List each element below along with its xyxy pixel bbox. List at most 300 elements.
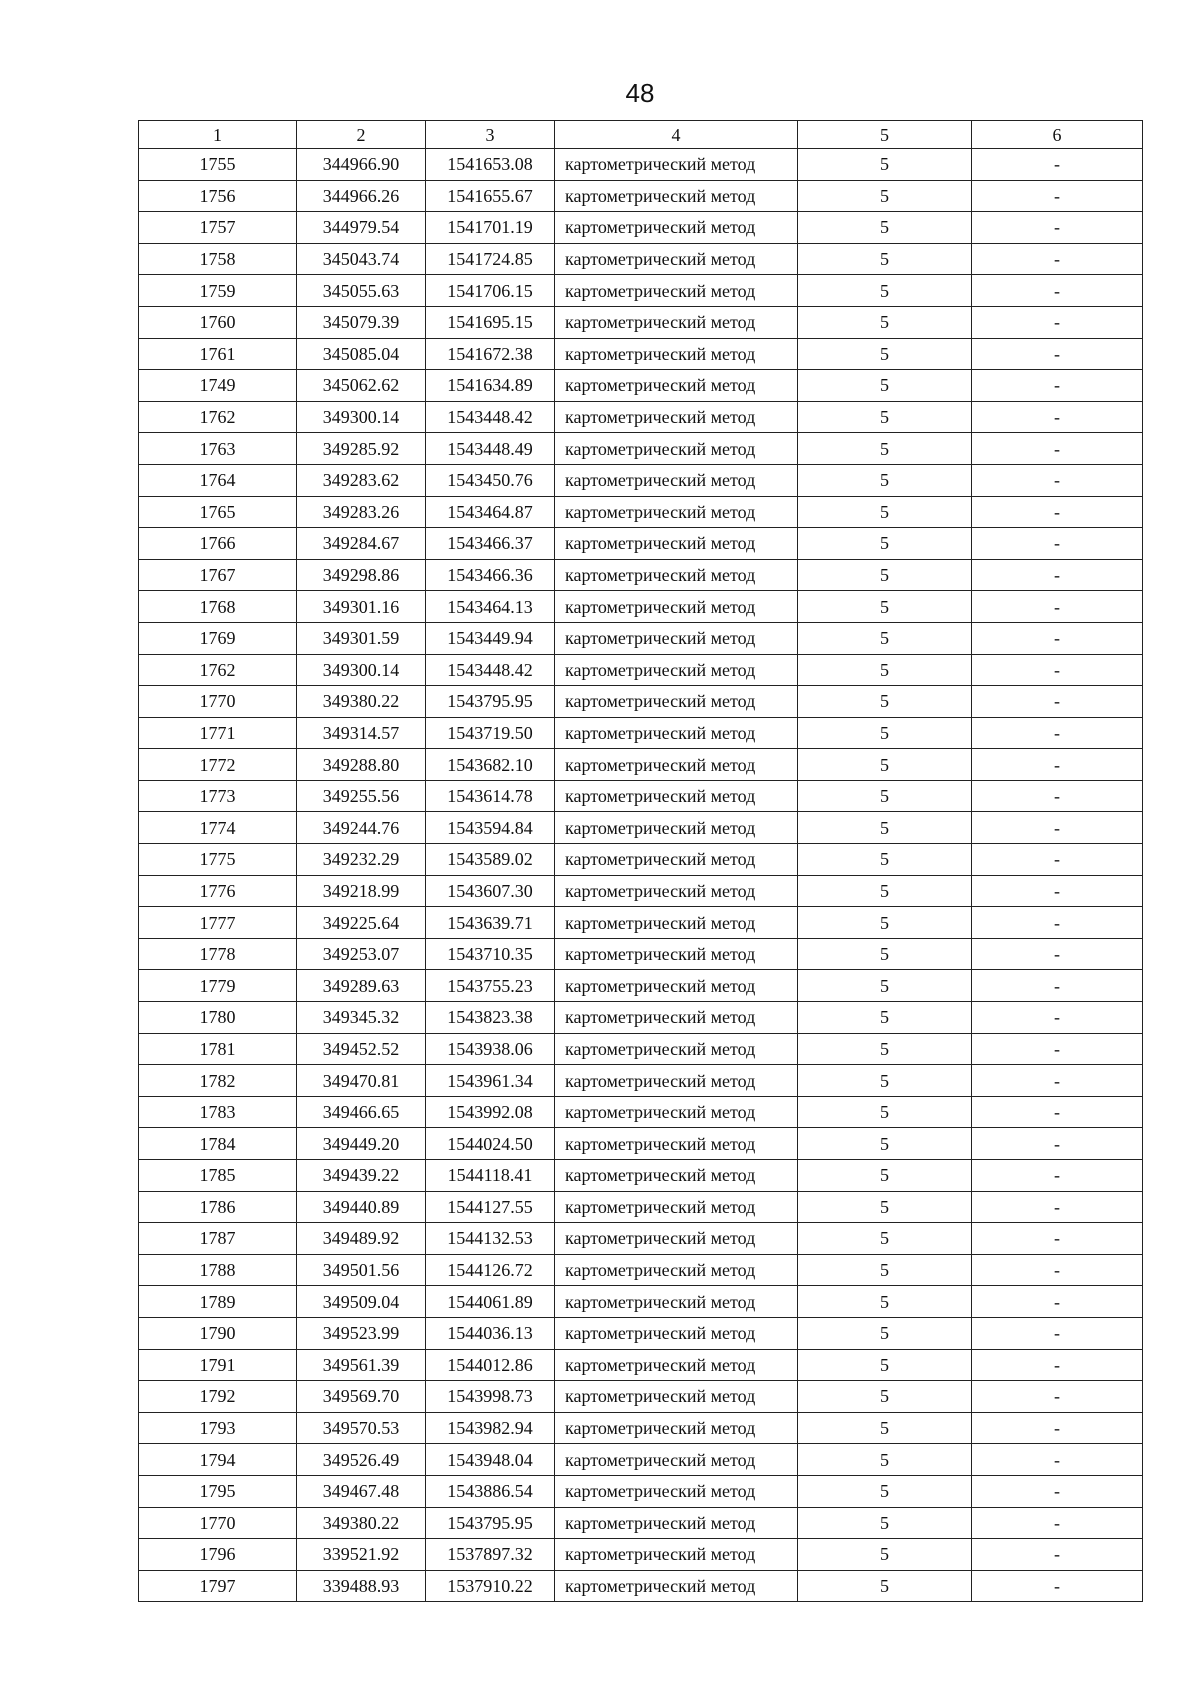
cell-method: картометрический метод: [555, 1128, 798, 1160]
cell-point-number: 1770: [139, 686, 297, 718]
cell-y-coordinate: 1544126.72: [426, 1254, 555, 1286]
cell-method: картометрический метод: [555, 1254, 798, 1286]
cell-point-number: 1771: [139, 717, 297, 749]
cell-x-coordinate: 339521.92: [297, 1539, 426, 1571]
cell-x-coordinate: 349561.39: [297, 1349, 426, 1381]
cell-y-coordinate: 1544036.13: [426, 1317, 555, 1349]
cell-point-number: 1792: [139, 1381, 297, 1413]
table-row: [139, 622, 1143, 654]
cell-note: -: [972, 1539, 1143, 1571]
cell-y-coordinate: 1543466.37: [426, 528, 555, 560]
cell-method: картометрический метод: [555, 970, 798, 1002]
cell-note: -: [972, 1507, 1143, 1539]
cell-y-coordinate: 1543449.94: [426, 622, 555, 654]
cell-y-coordinate: 1541655.67: [426, 180, 555, 212]
cell-accuracy: 5: [798, 1065, 972, 1097]
cell-y-coordinate: 1543755.23: [426, 970, 555, 1002]
cell-y-coordinate: 1541701.19: [426, 212, 555, 244]
cell-method: картометрический метод: [555, 780, 798, 812]
cell-note: -: [972, 1223, 1143, 1255]
cell-method: картометрический метод: [555, 1002, 798, 1034]
cell-y-coordinate: 1543795.95: [426, 1507, 555, 1539]
cell-point-number: 1789: [139, 1286, 297, 1318]
cell-y-coordinate: 1541724.85: [426, 243, 555, 275]
cell-note: -: [972, 1096, 1143, 1128]
cell-method: картометрический метод: [555, 1286, 798, 1318]
header-row: [139, 121, 1143, 149]
cell-accuracy: 5: [798, 1381, 972, 1413]
cell-note: -: [972, 1254, 1143, 1286]
table-row: [139, 1223, 1143, 1255]
cell-x-coordinate: 349466.65: [297, 1096, 426, 1128]
cell-note: -: [972, 686, 1143, 718]
cell-point-number: 1782: [139, 1065, 297, 1097]
cell-point-number: 1765: [139, 496, 297, 528]
cell-point-number: 1761: [139, 338, 297, 370]
cell-method: картометрический метод: [555, 875, 798, 907]
cell-method: картометрический метод: [555, 306, 798, 338]
table-row: [139, 1033, 1143, 1065]
cell-y-coordinate: 1543982.94: [426, 1412, 555, 1444]
cell-note: -: [972, 401, 1143, 433]
cell-point-number: 1756: [139, 180, 297, 212]
cell-point-number: 1767: [139, 559, 297, 591]
cell-accuracy: 5: [798, 1317, 972, 1349]
cell-note: -: [972, 907, 1143, 939]
cell-accuracy: 5: [798, 1191, 972, 1223]
cell-point-number: 1758: [139, 243, 297, 275]
cell-accuracy: 5: [798, 1033, 972, 1065]
table-row: [139, 970, 1143, 1002]
cell-note: -: [972, 812, 1143, 844]
cell-x-coordinate: 349283.26: [297, 496, 426, 528]
cell-x-coordinate: 349284.67: [297, 528, 426, 560]
cell-method: картометрический метод: [555, 844, 798, 876]
cell-y-coordinate: 1543464.87: [426, 496, 555, 528]
cell-x-coordinate: 349489.92: [297, 1223, 426, 1255]
cell-x-coordinate: 344966.90: [297, 149, 426, 181]
cell-accuracy: 5: [798, 306, 972, 338]
cell-accuracy: 5: [798, 1286, 972, 1318]
cell-method: картометрический метод: [555, 686, 798, 718]
cell-point-number: 1779: [139, 970, 297, 1002]
cell-note: -: [972, 1286, 1143, 1318]
cell-x-coordinate: 349314.57: [297, 717, 426, 749]
cell-y-coordinate: 1544061.89: [426, 1286, 555, 1318]
cell-accuracy: 5: [798, 1507, 972, 1539]
cell-note: -: [972, 844, 1143, 876]
cell-method: картометрический метод: [555, 149, 798, 181]
cell-point-number: 1772: [139, 749, 297, 781]
cell-method: картометрический метод: [555, 1096, 798, 1128]
table-row: [139, 907, 1143, 939]
cell-x-coordinate: 345043.74: [297, 243, 426, 275]
cell-point-number: 1755: [139, 149, 297, 181]
cell-note: -: [972, 180, 1143, 212]
cell-y-coordinate: 1543961.34: [426, 1065, 555, 1097]
cell-note: -: [972, 1317, 1143, 1349]
table-row: [139, 149, 1143, 181]
cell-method: картометрический метод: [555, 1412, 798, 1444]
table-row: [139, 1065, 1143, 1097]
cell-point-number: 1762: [139, 401, 297, 433]
table-row: [139, 591, 1143, 623]
cell-point-number: 1785: [139, 1160, 297, 1192]
cell-note: -: [972, 1475, 1143, 1507]
cell-accuracy: 5: [798, 622, 972, 654]
cell-point-number: 1780: [139, 1002, 297, 1034]
cell-note: -: [972, 559, 1143, 591]
cell-x-coordinate: 344979.54: [297, 212, 426, 244]
table-row: [139, 844, 1143, 876]
cell-method: картометрический метод: [555, 1381, 798, 1413]
cell-y-coordinate: 1543719.50: [426, 717, 555, 749]
cell-note: -: [972, 970, 1143, 1002]
cell-note: -: [972, 780, 1143, 812]
cell-y-coordinate: 1543589.02: [426, 844, 555, 876]
cell-y-coordinate: 1543682.10: [426, 749, 555, 781]
cell-x-coordinate: 349255.56: [297, 780, 426, 812]
table-row: [139, 1160, 1143, 1192]
page-number: 48: [625, 78, 655, 108]
table-row: [139, 1096, 1143, 1128]
cell-point-number: 1787: [139, 1223, 297, 1255]
cell-accuracy: 5: [798, 1444, 972, 1476]
cell-method: картометрический метод: [555, 1160, 798, 1192]
cell-note: -: [972, 654, 1143, 686]
cell-accuracy: 5: [798, 875, 972, 907]
cell-y-coordinate: 1537910.22: [426, 1570, 555, 1602]
cell-note: -: [972, 1160, 1143, 1192]
cell-accuracy: 5: [798, 1128, 972, 1160]
cell-x-coordinate: 349509.04: [297, 1286, 426, 1318]
table-row: [139, 1570, 1143, 1602]
table-row: [139, 1317, 1143, 1349]
cell-note: -: [972, 1412, 1143, 1444]
cell-method: картометрический метод: [555, 1033, 798, 1065]
cell-y-coordinate: 1543466.36: [426, 559, 555, 591]
cell-method: картометрический метод: [555, 1570, 798, 1602]
table-header: [139, 121, 1143, 149]
cell-x-coordinate: 345079.39: [297, 306, 426, 338]
cell-method: картометрический метод: [555, 654, 798, 686]
table-row: [139, 496, 1143, 528]
table-row: [139, 212, 1143, 244]
table-row: [139, 654, 1143, 686]
cell-note: -: [972, 212, 1143, 244]
cell-note: -: [972, 1349, 1143, 1381]
cell-x-coordinate: 344966.26: [297, 180, 426, 212]
table-row: [139, 370, 1143, 402]
cell-method: картометрический метод: [555, 812, 798, 844]
cell-method: картометрический метод: [555, 1223, 798, 1255]
cell-method: картометрический метод: [555, 1191, 798, 1223]
cell-x-coordinate: 349439.22: [297, 1160, 426, 1192]
table-row: [139, 938, 1143, 970]
cell-point-number: 1776: [139, 875, 297, 907]
cell-x-coordinate: 349440.89: [297, 1191, 426, 1223]
cell-accuracy: 5: [798, 1412, 972, 1444]
table-row: [139, 401, 1143, 433]
table-body: [139, 149, 1143, 1602]
cell-y-coordinate: 1543823.38: [426, 1002, 555, 1034]
cell-accuracy: 5: [798, 1475, 972, 1507]
cell-method: картометрический метод: [555, 591, 798, 623]
cell-point-number: 1793: [139, 1412, 297, 1444]
cell-x-coordinate: 349570.53: [297, 1412, 426, 1444]
cell-point-number: 1763: [139, 433, 297, 465]
cell-x-coordinate: 349218.99: [297, 875, 426, 907]
cell-accuracy: 5: [798, 180, 972, 212]
cell-accuracy: 5: [798, 749, 972, 781]
table-row: [139, 1412, 1143, 1444]
table-row: [139, 686, 1143, 718]
table-row: [139, 1444, 1143, 1476]
cell-note: -: [972, 622, 1143, 654]
cell-x-coordinate: 349501.56: [297, 1254, 426, 1286]
cell-y-coordinate: 1543938.06: [426, 1033, 555, 1065]
cell-accuracy: 5: [798, 654, 972, 686]
cell-x-coordinate: 349301.59: [297, 622, 426, 654]
table-row: [139, 464, 1143, 496]
cell-accuracy: 5: [798, 907, 972, 939]
cell-y-coordinate: 1543795.95: [426, 686, 555, 718]
cell-method: картометрический метод: [555, 212, 798, 244]
cell-note: -: [972, 433, 1143, 465]
cell-y-coordinate: 1543448.42: [426, 401, 555, 433]
cell-x-coordinate: 349232.29: [297, 844, 426, 876]
cell-point-number: 1759: [139, 275, 297, 307]
table-row: [139, 306, 1143, 338]
cell-method: картометрический метод: [555, 1539, 798, 1571]
cell-x-coordinate: 349288.80: [297, 749, 426, 781]
cell-point-number: 1796: [139, 1539, 297, 1571]
cell-method: картометрический метод: [555, 749, 798, 781]
cell-point-number: 1749: [139, 370, 297, 402]
cell-point-number: 1770: [139, 1507, 297, 1539]
cell-accuracy: 5: [798, 370, 972, 402]
cell-y-coordinate: 1543948.04: [426, 1444, 555, 1476]
cell-method: картометрический метод: [555, 1317, 798, 1349]
cell-point-number: 1775: [139, 844, 297, 876]
cell-point-number: 1764: [139, 464, 297, 496]
cell-point-number: 1786: [139, 1191, 297, 1223]
cell-x-coordinate: 349244.76: [297, 812, 426, 844]
cell-point-number: 1766: [139, 528, 297, 560]
cell-x-coordinate: 345062.62: [297, 370, 426, 402]
cell-note: -: [972, 528, 1143, 560]
cell-point-number: 1762: [139, 654, 297, 686]
column-header-2: 2: [297, 121, 426, 149]
cell-y-coordinate: 1543607.30: [426, 875, 555, 907]
cell-method: картометрический метод: [555, 622, 798, 654]
cell-method: картометрический метод: [555, 401, 798, 433]
table-row: [139, 180, 1143, 212]
cell-point-number: 1757: [139, 212, 297, 244]
cell-x-coordinate: 349300.14: [297, 401, 426, 433]
cell-x-coordinate: 349301.16: [297, 591, 426, 623]
cell-point-number: 1760: [139, 306, 297, 338]
cell-x-coordinate: 349467.48: [297, 1475, 426, 1507]
cell-method: картометрический метод: [555, 717, 798, 749]
cell-point-number: 1777: [139, 907, 297, 939]
cell-note: -: [972, 1191, 1143, 1223]
cell-method: картометрический метод: [555, 528, 798, 560]
cell-y-coordinate: 1543614.78: [426, 780, 555, 812]
table-row: [139, 559, 1143, 591]
cell-x-coordinate: 349526.49: [297, 1444, 426, 1476]
cell-note: -: [972, 1444, 1143, 1476]
cell-accuracy: 5: [798, 938, 972, 970]
cell-point-number: 1788: [139, 1254, 297, 1286]
table-row: [139, 275, 1143, 307]
cell-method: картометрический метод: [555, 243, 798, 275]
table-row: [139, 717, 1143, 749]
cell-accuracy: 5: [798, 212, 972, 244]
cell-accuracy: 5: [798, 844, 972, 876]
cell-x-coordinate: 349283.62: [297, 464, 426, 496]
cell-accuracy: 5: [798, 149, 972, 181]
column-header-3: 3: [426, 121, 555, 149]
cell-point-number: 1773: [139, 780, 297, 812]
cell-y-coordinate: 1543992.08: [426, 1096, 555, 1128]
cell-x-coordinate: 349289.63: [297, 970, 426, 1002]
cell-accuracy: 5: [798, 1223, 972, 1255]
table-row: [139, 1381, 1143, 1413]
cell-y-coordinate: 1543594.84: [426, 812, 555, 844]
cell-x-coordinate: 349449.20: [297, 1128, 426, 1160]
cell-point-number: 1797: [139, 1570, 297, 1602]
cell-y-coordinate: 1543886.54: [426, 1475, 555, 1507]
cell-accuracy: 5: [798, 1002, 972, 1034]
cell-accuracy: 5: [798, 528, 972, 560]
cell-point-number: 1774: [139, 812, 297, 844]
cell-y-coordinate: 1543450.76: [426, 464, 555, 496]
column-header-6: 6: [972, 121, 1143, 149]
cell-method: картометрический метод: [555, 1475, 798, 1507]
cell-point-number: 1783: [139, 1096, 297, 1128]
cell-x-coordinate: 349253.07: [297, 938, 426, 970]
cell-x-coordinate: 349345.32: [297, 1002, 426, 1034]
cell-x-coordinate: 339488.93: [297, 1570, 426, 1602]
cell-accuracy: 5: [798, 275, 972, 307]
cell-point-number: 1794: [139, 1444, 297, 1476]
cell-y-coordinate: 1544012.86: [426, 1349, 555, 1381]
cell-accuracy: 5: [798, 780, 972, 812]
cell-method: картометрический метод: [555, 1507, 798, 1539]
table-row: [139, 812, 1143, 844]
cell-y-coordinate: 1543710.35: [426, 938, 555, 970]
cell-note: -: [972, 275, 1143, 307]
cell-point-number: 1769: [139, 622, 297, 654]
cell-method: картометрический метод: [555, 370, 798, 402]
cell-accuracy: 5: [798, 1570, 972, 1602]
cell-point-number: 1791: [139, 1349, 297, 1381]
cell-accuracy: 5: [798, 401, 972, 433]
cell-method: картометрический метод: [555, 275, 798, 307]
cell-accuracy: 5: [798, 970, 972, 1002]
cell-method: картометрический метод: [555, 938, 798, 970]
cell-y-coordinate: 1541672.38: [426, 338, 555, 370]
cell-method: картометрический метод: [555, 1349, 798, 1381]
table-row: [139, 1286, 1143, 1318]
cell-accuracy: 5: [798, 496, 972, 528]
cell-method: картометрический метод: [555, 1065, 798, 1097]
cell-method: картометрический метод: [555, 338, 798, 370]
cell-accuracy: 5: [798, 433, 972, 465]
table-row: [139, 1128, 1143, 1160]
cell-point-number: 1768: [139, 591, 297, 623]
cell-accuracy: 5: [798, 243, 972, 275]
cell-y-coordinate: 1544024.50: [426, 1128, 555, 1160]
cell-note: -: [972, 749, 1143, 781]
cell-note: -: [972, 1065, 1143, 1097]
cell-x-coordinate: 349285.92: [297, 433, 426, 465]
column-header-4: 4: [555, 121, 798, 149]
cell-note: -: [972, 1381, 1143, 1413]
table-row: [139, 780, 1143, 812]
cell-y-coordinate: 1544132.53: [426, 1223, 555, 1255]
cell-note: -: [972, 370, 1143, 402]
cell-accuracy: 5: [798, 1539, 972, 1571]
cell-x-coordinate: 349298.86: [297, 559, 426, 591]
table-row: [139, 1254, 1143, 1286]
cell-point-number: 1784: [139, 1128, 297, 1160]
cell-y-coordinate: 1543998.73: [426, 1381, 555, 1413]
table-row: [139, 433, 1143, 465]
cell-y-coordinate: 1544118.41: [426, 1160, 555, 1192]
table-row: [139, 1475, 1143, 1507]
cell-accuracy: 5: [798, 1254, 972, 1286]
cell-note: -: [972, 1033, 1143, 1065]
cell-y-coordinate: 1543448.49: [426, 433, 555, 465]
table-row: [139, 749, 1143, 781]
cell-note: -: [972, 1002, 1143, 1034]
cell-note: -: [972, 306, 1143, 338]
table-row: [139, 1191, 1143, 1223]
cell-x-coordinate: 349452.52: [297, 1033, 426, 1065]
table-row: [139, 243, 1143, 275]
cell-method: картометрический метод: [555, 907, 798, 939]
cell-method: картометрический метод: [555, 180, 798, 212]
cell-y-coordinate: 1541634.89: [426, 370, 555, 402]
cell-y-coordinate: 1537897.32: [426, 1539, 555, 1571]
cell-x-coordinate: 345085.04: [297, 338, 426, 370]
column-header-1: 1: [139, 121, 297, 149]
cell-y-coordinate: 1543464.13: [426, 591, 555, 623]
cell-x-coordinate: 345055.63: [297, 275, 426, 307]
cell-note: -: [972, 464, 1143, 496]
cell-accuracy: 5: [798, 812, 972, 844]
table-row: [139, 1539, 1143, 1571]
cell-note: -: [972, 149, 1143, 181]
cell-accuracy: 5: [798, 338, 972, 370]
table-row: [139, 338, 1143, 370]
cell-x-coordinate: 349380.22: [297, 686, 426, 718]
cell-x-coordinate: 349523.99: [297, 1317, 426, 1349]
cell-accuracy: 5: [798, 1349, 972, 1381]
cell-y-coordinate: 1543639.71: [426, 907, 555, 939]
cell-accuracy: 5: [798, 1160, 972, 1192]
cell-y-coordinate: 1541653.08: [426, 149, 555, 181]
cell-note: -: [972, 1128, 1143, 1160]
cell-accuracy: 5: [798, 559, 972, 591]
cell-note: -: [972, 243, 1143, 275]
cell-note: -: [972, 1570, 1143, 1602]
cell-note: -: [972, 591, 1143, 623]
cell-y-coordinate: 1543448.42: [426, 654, 555, 686]
cell-point-number: 1778: [139, 938, 297, 970]
